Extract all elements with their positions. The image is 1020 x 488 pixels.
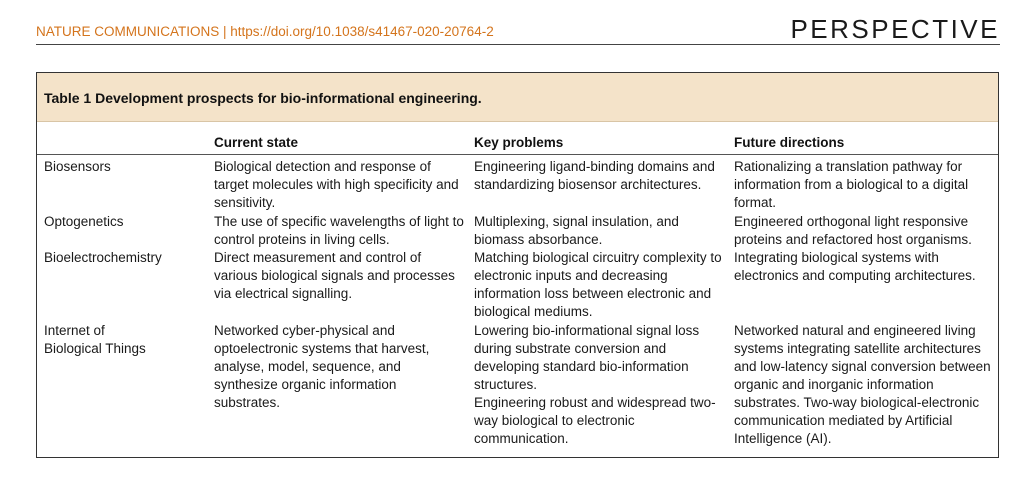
header-divider [37, 154, 998, 155]
cell-bioelectrochemistry-future-directions: Integrating biological systems with electronics and computing architectures. [734, 250, 976, 283]
column-header-current-state: Current state [214, 135, 299, 150]
cell-bioelectrochemistry-current-state: Direct measurement and control of various biological signals and processes via electrical signalling. [214, 250, 455, 301]
row-label-optogenetics: Optogenetics [44, 214, 124, 229]
row-label-bioelectrochemistry: Bioelectrochemistry [44, 250, 162, 265]
journal-citation: NATURE COMMUNICATIONS | https://doi.org/10.1038/s41467-020-20764-2 [36, 24, 494, 39]
cell-optogenetics-future-directions: Engineered orthogonal light responsive proteins and refactored host organisms. [734, 214, 972, 247]
cell-biosensors-key-problems: Engineering ligand-binding domains and standardizing biosensor architectures. [474, 159, 715, 192]
column-header-key-problems: Key problems [474, 135, 564, 150]
cell-iobt-future-directions: Networked natural and engineered living systems integrating satellite architectures and low-latency signal conversion between organic and inorganic information substrates. Two-way biological-electronic communication mediated by Artificial Intelligence (AI). [734, 323, 991, 446]
row-label-biosensors: Biosensors [44, 159, 111, 174]
table-caption: Table 1 Development prospects for bio-informational engineering. [44, 90, 482, 106]
table [36, 72, 999, 458]
page-header [36, 14, 1000, 44]
row-label-line: Biological Things [44, 341, 146, 356]
row-label-internet-of-biological-things [44, 322, 204, 358]
cell-biosensors-current-state: Biological detection and response of target molecules with high specificity and sensitivity. [214, 159, 459, 210]
key-problem-paragraph: Lowering bio-informational signal loss during substrate conversion and developing standard bio-information structures. [474, 323, 700, 392]
cell-bioelectrochemistry-key-problems: Matching biological circuitry complexity to electronic inputs and decreasing information loss between electronic and biological mediums. [474, 250, 722, 319]
column-header-future-directions: Future directions [734, 135, 845, 150]
cell-biosensors-future-directions: Rationalizing a translation pathway for information from a biological to a digital format. [734, 159, 969, 210]
key-problem-paragraph: Engineering robust and widespread two-way biological to electronic communication. [474, 395, 716, 446]
cell-iobt-current-state: Networked cyber-physical and optoelectronic systems that harvest, analyse, model, sequence, and synthesize organic information substrates. [214, 323, 430, 410]
row-label-line: Internet of [44, 323, 105, 338]
cell-iobt-key-problems [474, 322, 724, 448]
cell-optogenetics-current-state: The use of specific wavelengths of light to control proteins in living cells. [214, 214, 464, 247]
cell-optogenetics-key-problems: Multiplexing, signal insulation, and biomass absorbance. [474, 214, 679, 247]
header-rule [36, 44, 1000, 45]
section-label: PERSPECTIVE [790, 14, 1000, 44]
table-caption-bar [37, 73, 998, 122]
